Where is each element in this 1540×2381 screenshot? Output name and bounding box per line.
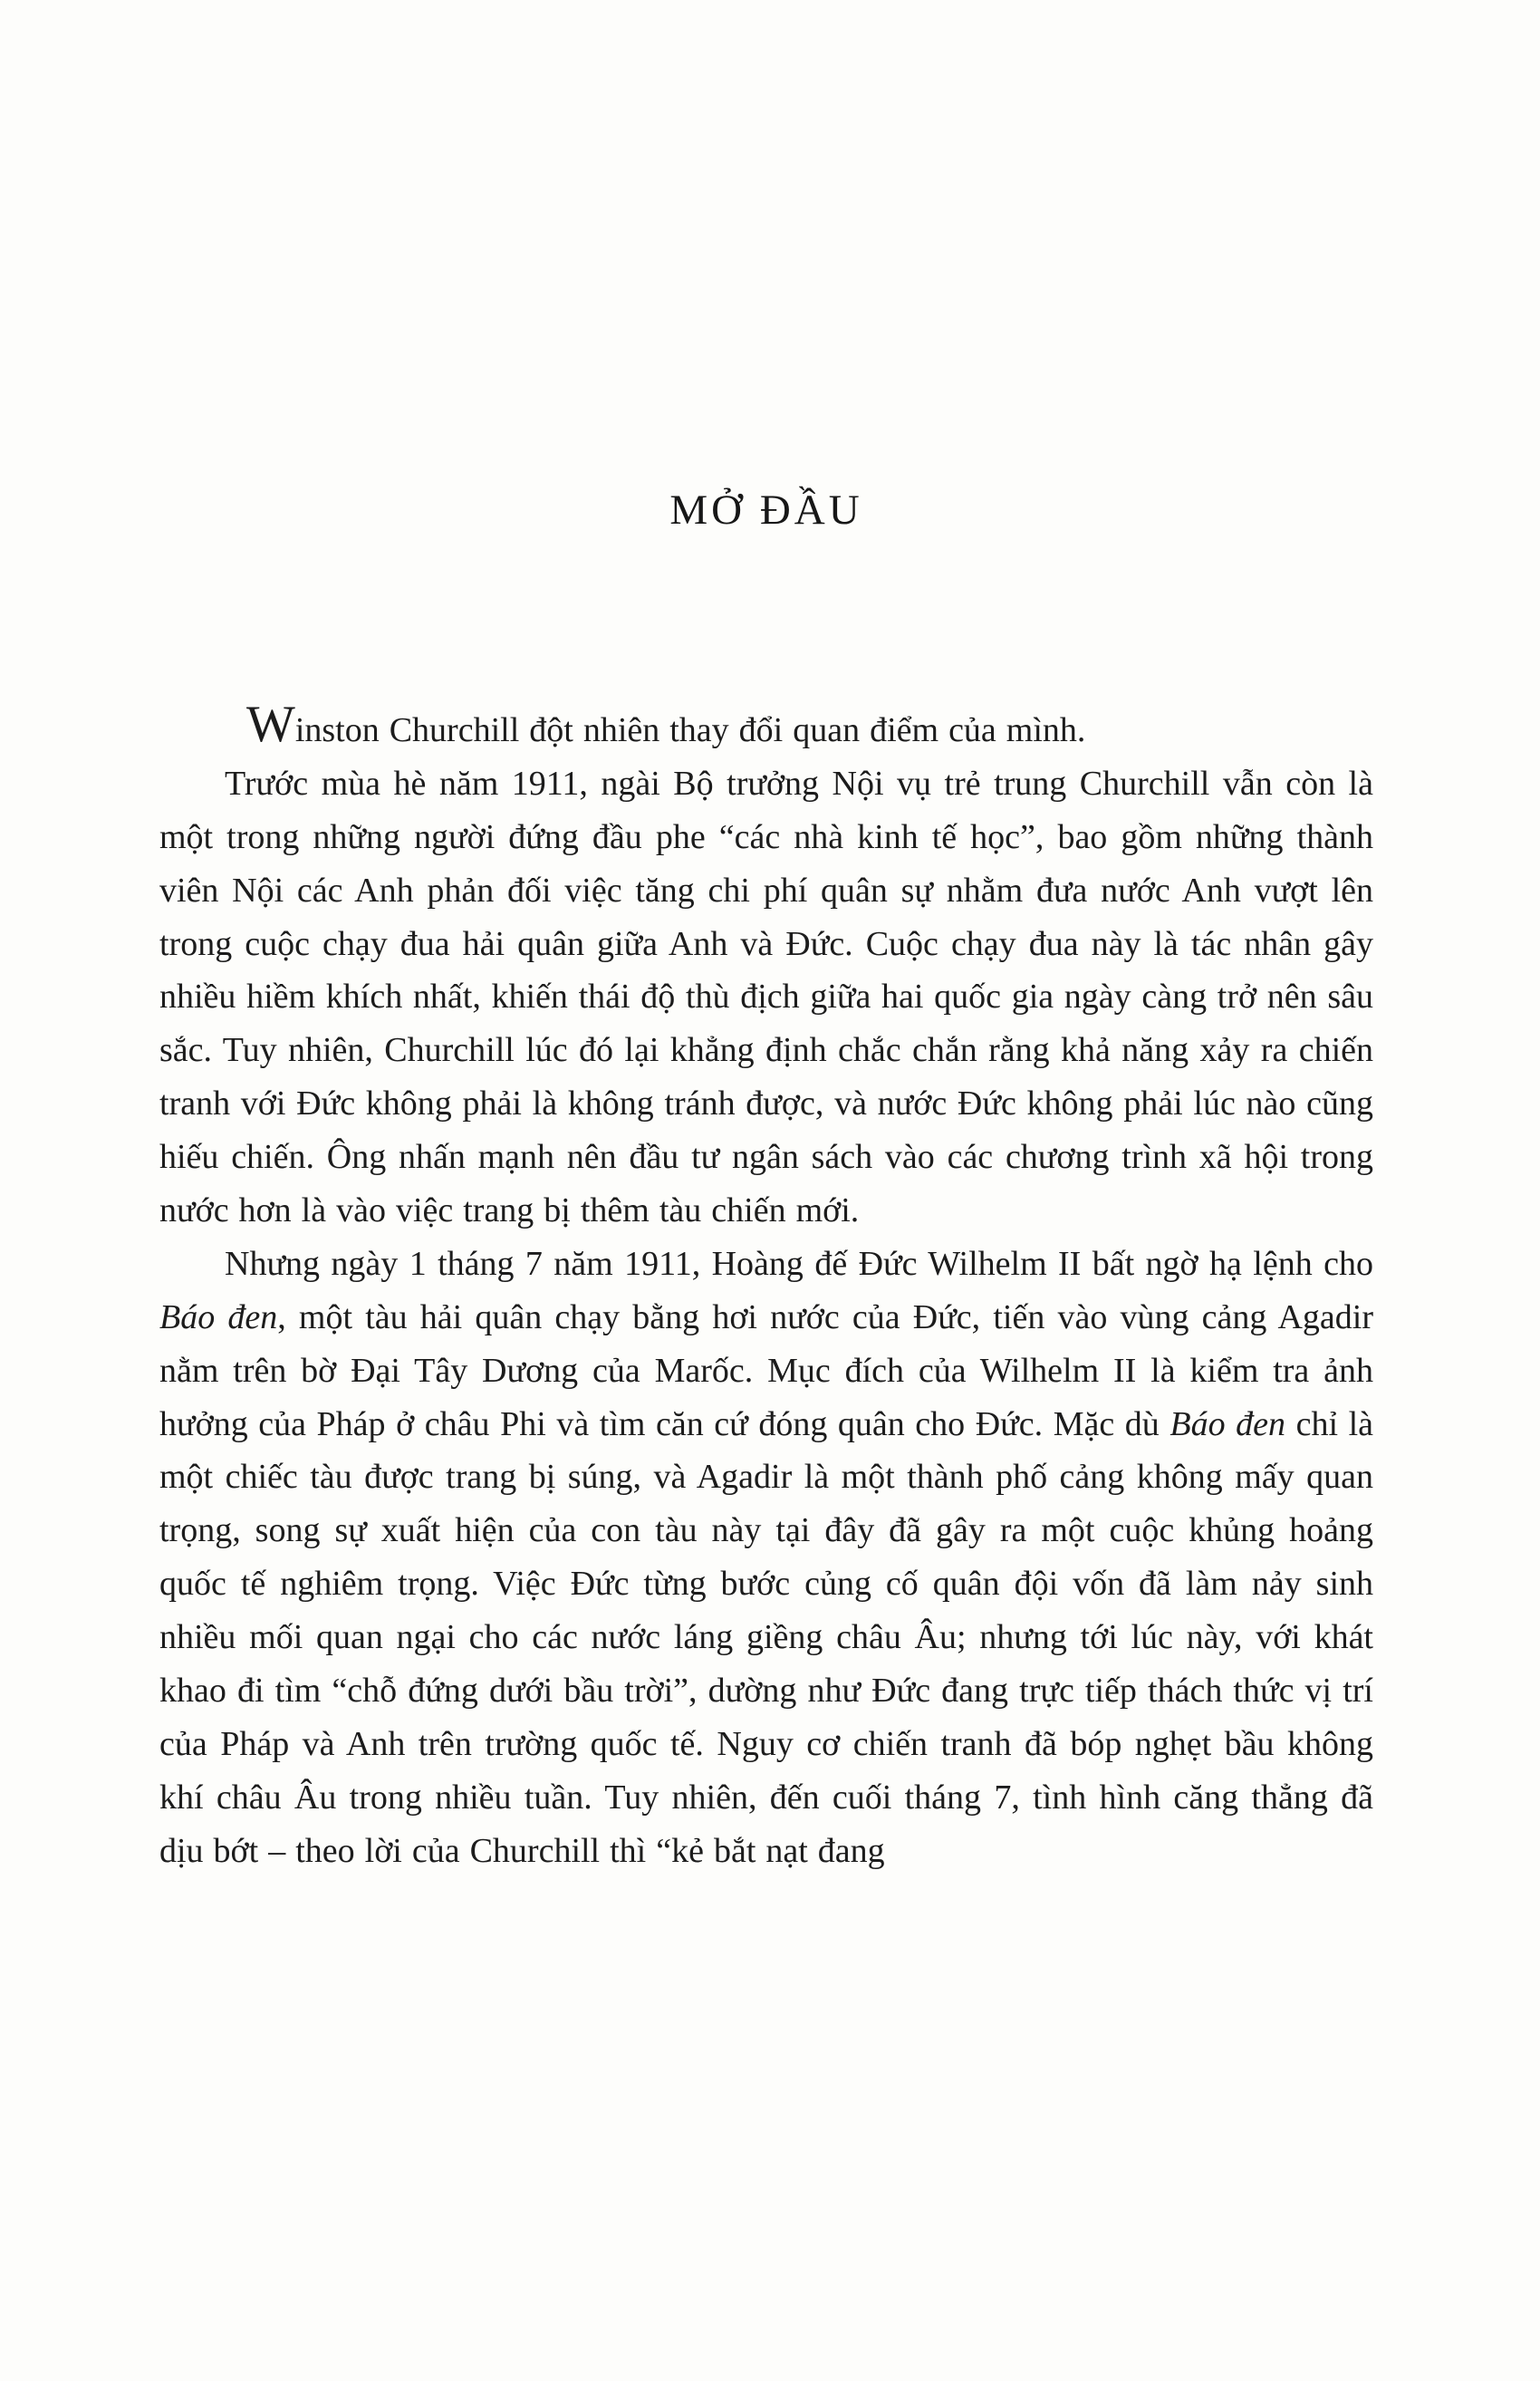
italic-text-run: Báo đen — [159, 1297, 278, 1336]
text-run: inston Churchill đột nhiên thay đổi quan điểm của mình. — [294, 711, 1086, 749]
text-run: chỉ là một chiếc tàu được trang bị súng, và Agadir là một thành phố cảng không mấy quan trọng, song sự xuất hiện của con tàu này tại đây đã gây ra một cuộc khủng hoảng quốc tế nghiêm trọng. Việc Đức từng bước củng cố quân đội vốn đã làm nảy sinh nhiều mối quan ngại cho các nước láng giềng châu Âu; nhưng tới lúc này, với khát khao đi tìm “chỗ đứng dưới bầu trời”, dường như Đức đang trực tiếp thách thức vị trí của Pháp và Anh trên trường quốc tế. Nguy cơ chiến tranh đã bóp nghẹt bầu không khí châu Âu trong nhiều tuần. Tuy nhiên, đến cuối tháng 7, tình hình căng thẳng đã dịu bớt – theo lời của Churchill thì “kẻ bắt nạt đang — [159, 1404, 1373, 1870]
raised-initial: W — [246, 696, 295, 753]
paragraphs — [159, 696, 1374, 1878]
chapter-title: MỞ ĐẦU — [669, 487, 863, 534]
paragraph-1 — [159, 696, 1373, 757]
italic-text-run: Báo đen — [1169, 1404, 1286, 1443]
paragraph-2 — [159, 757, 1373, 1238]
text-run: , một tàu hải quân chạy bằng hơi nước của Đức, tiến vào vùng cảng Agadir nằm trên bờ Đại Tây Dương của Marốc. Mục đích của Wilhelm II là kiểm tra ảnh hưởng của Pháp ở châu Phi và tìm căn cứ đóng quân cho Đức. Mặc dù — [159, 1297, 1374, 1443]
text-run: Nhưng ngày 1 tháng 7 năm 1911, Hoàng đế Đức Wilhelm II bất ngờ hạ lệnh cho — [225, 1244, 1373, 1283]
paragraph-3 — [159, 1238, 1373, 1878]
text-run: Trước mùa hè năm 1911, ngài Bộ trưởng Nội vụ trẻ trung Churchill vẫn còn là một trong những người đứng đầu phe “các nhà kinh tế học”, bao gồm những thành viên Nội các Anh phản đối việc tăng chi phí quân sự nhằm đưa nước Anh vượt lên trong cuộc chạy đua hải quân giữa Anh và Đức. Cuộc chạy đua này là tác nhân gây nhiều hiềm khích nhất, khiến thái độ thù địch giữa hai quốc gia ngày càng trở nên sâu sắc. Tuy nhiên, Churchill lúc đó lại khẳng định chắc chắn rằng khả năng xảy ra chiến tranh với Đức không phải là không tránh được, và nước Đức không phải lúc nào cũng hiếu chiến. Ông nhấn mạnh nên đầu tư ngân sách vào các chương trình xã hội trong nước hơn là vào việc trang bị thêm tàu chiến mới. — [159, 764, 1373, 1230]
